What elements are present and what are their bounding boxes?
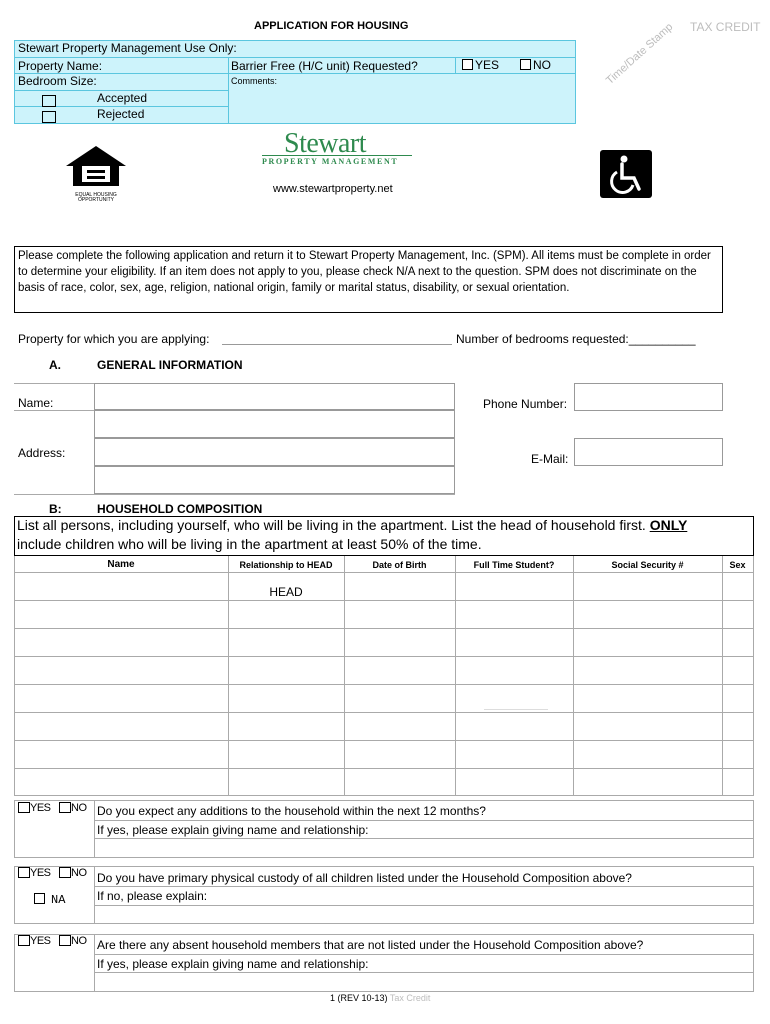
name-input[interactable] bbox=[94, 383, 455, 410]
accepted-label: Accepted bbox=[97, 91, 148, 105]
q3-yes[interactable]: YES bbox=[18, 935, 51, 947]
wheelchair-accessible-icon bbox=[600, 150, 652, 198]
household-intro-line-2: include children who will be living in the apartment at least 50% of the time. bbox=[17, 536, 482, 552]
eho-text: EQUAL HOUSING OPPORTUNITY bbox=[75, 192, 117, 203]
q2-question: Do you have primary physical custody of all children listed under the Household Composition above? bbox=[97, 871, 632, 885]
col-sex: Sex bbox=[729, 560, 746, 570]
head-cell: HEAD bbox=[269, 585, 303, 599]
property-applying-field[interactable] bbox=[222, 344, 452, 345]
q2-followup: If no, please explain: bbox=[97, 889, 208, 903]
stewart-logo: Stewart bbox=[284, 128, 367, 159]
bedrooms-requested-label: Number of bedrooms requested:__________ bbox=[456, 332, 696, 346]
section-a-letter: A. bbox=[49, 358, 61, 372]
col-student: Full Time Student? bbox=[473, 560, 555, 570]
bedroom-size-label: Bedroom Size: bbox=[18, 74, 97, 88]
rejected-label: Rejected bbox=[97, 107, 145, 121]
section-b-letter: B: bbox=[49, 502, 62, 516]
q1-yes[interactable]: YES bbox=[18, 802, 51, 814]
col-dob: Date of Birth bbox=[372, 560, 427, 570]
name-label: Name: bbox=[18, 396, 54, 410]
checkbox-icon bbox=[520, 59, 531, 70]
address-line-1-input[interactable] bbox=[94, 410, 455, 438]
q3-no[interactable]: NO bbox=[59, 935, 87, 947]
address-line-3-input[interactable] bbox=[94, 466, 455, 494]
equal-housing-icon bbox=[64, 144, 128, 190]
q2-yes[interactable]: YES bbox=[18, 867, 51, 879]
tax-credit-tag: TAX CREDIT bbox=[690, 20, 761, 34]
q1-no[interactable]: NO bbox=[59, 802, 87, 814]
household-intro-line-1: List all persons, including yourself, who will be living in the apartment. List the head of household first. ONLY bbox=[17, 517, 688, 533]
section-b-title: HOUSEHOLD COMPOSITION bbox=[97, 502, 263, 516]
logo-subtitle: PROPERTY MANAGEMENT bbox=[262, 157, 399, 166]
address-label: Address: bbox=[18, 446, 66, 460]
q2-na[interactable]: NA bbox=[34, 893, 65, 907]
section-a-title: GENERAL INFORMATION bbox=[97, 358, 243, 372]
col-relationship: Relationship to HEAD bbox=[239, 560, 333, 570]
email-label: E-Mail: bbox=[531, 452, 569, 466]
q3-question: Are there any absent household members that are not listed under the Household Composition above? bbox=[97, 938, 644, 952]
col-name: Name bbox=[107, 559, 135, 570]
q1-question: Do you expect any additions to the household within the next 12 months? bbox=[97, 804, 486, 818]
property-applying-label: Property for which you are applying: bbox=[18, 332, 210, 346]
website-link[interactable]: www.stewartproperty.net bbox=[273, 183, 393, 195]
q3-followup: If yes, please explain giving name and relationship: bbox=[97, 957, 369, 971]
property-name-label: Property Name: bbox=[18, 59, 103, 73]
office-use-heading: Stewart Property Management Use Only: bbox=[18, 41, 237, 55]
col-ssn: Social Security # bbox=[611, 560, 684, 570]
checkbox-icon bbox=[462, 59, 473, 70]
phone-input[interactable] bbox=[574, 383, 723, 411]
rejected-checkbox[interactable] bbox=[42, 108, 56, 126]
instructions-text: Please complete the following application and return it to Stewart Property Management, Inc. (SPM). All items must be complete in order to determine your eligibility. If an item does not apply to you, please check N/A next to the question. SPM does not discriminate on the basis of race, color, sex, age, religion, national origin, family or marital status, disability, or sexual orientation. bbox=[18, 250, 711, 294]
barrier-free-label: Barrier Free (H/C unit) Requested? bbox=[231, 59, 418, 73]
address-line-2-input[interactable] bbox=[94, 438, 455, 466]
form-title: APPLICATION FOR HOUSING bbox=[254, 20, 409, 32]
comments-label: Comments: bbox=[231, 76, 278, 86]
q1-followup: If yes, please explain giving name and relationship: bbox=[97, 823, 369, 837]
q2-no[interactable]: NO bbox=[59, 867, 87, 879]
phone-label: Phone Number: bbox=[483, 397, 568, 411]
email-input[interactable] bbox=[574, 438, 723, 466]
household-table bbox=[14, 556, 754, 796]
page-footer: 1 (REV 10-13) Tax Credit bbox=[330, 993, 431, 1003]
time-date-stamp: Time/Date Stamp bbox=[604, 20, 676, 87]
barrier-free-no[interactable]: NO bbox=[520, 58, 551, 72]
barrier-free-yes[interactable]: YES bbox=[462, 58, 499, 72]
